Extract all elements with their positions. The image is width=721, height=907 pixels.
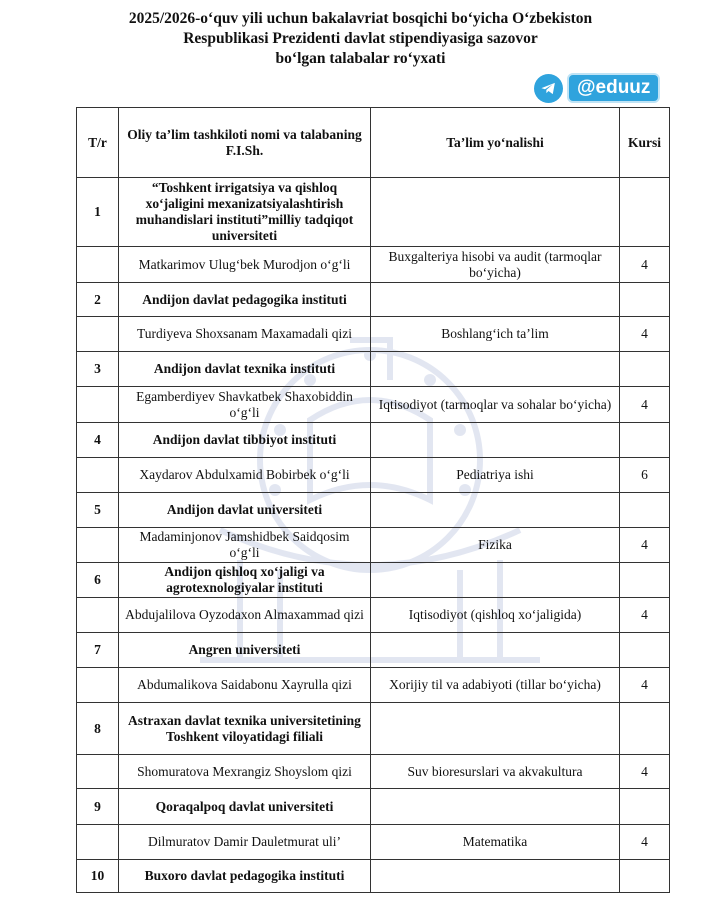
channel-handle: @eduuz [567,73,660,103]
empty-cell [77,247,119,283]
table-row [77,668,670,703]
institution-name: Angren universiteti [119,633,371,668]
student-name: Xaydarov Abdulxamid Bobirbek oʻgʻli [119,458,371,493]
table-row [77,423,670,458]
study-direction: Iqtisodiyot (tarmoqlar va sohalar boʻyicha) [371,387,620,423]
institution-name: Andijon davlat tibbiyot instituti [119,423,371,458]
table-row [77,178,670,247]
study-direction: Boshlangʻich taʼlim [371,317,620,352]
institution-name: Astraxan davlat texnika universitetining Toshkent viloyatidagi filiali [119,703,371,755]
table-row [77,387,670,423]
empty-cell [620,283,670,317]
empty-cell [77,458,119,493]
row-num: 5 [77,493,119,528]
row-num: 4 [77,423,119,458]
empty-cell [620,178,670,247]
empty-cell [371,563,620,598]
table-row [77,755,670,789]
title-line-3: boʻlgan talabalar roʻyxati [275,50,446,67]
study-direction: Buxgalteriya hisobi va audit (tarmoqlar boʻyicha) [371,247,620,283]
empty-cell [371,633,620,668]
telegram-badge[interactable] [534,73,660,103]
course-year: 6 [620,458,670,493]
row-num: 7 [77,633,119,668]
empty-cell [371,860,620,893]
empty-cell [371,178,620,247]
empty-cell [620,352,670,387]
empty-cell [77,598,119,633]
empty-cell [620,493,670,528]
empty-cell [371,352,620,387]
course-year: 4 [620,598,670,633]
empty-cell [620,860,670,893]
institution-name: Qoraqalpoq davlat universiteti [119,789,371,825]
telegram-icon [534,74,563,103]
course-year: 4 [620,668,670,703]
title-line-2: Respublikasi Prezidenti davlat stipendiyasiga sazovor [183,30,538,47]
row-num: 2 [77,283,119,317]
empty-cell [620,703,670,755]
study-direction: Iqtisodiyot (qishloq xoʻjaligida) [371,598,620,633]
row-num: 9 [77,789,119,825]
course-year: 4 [620,825,670,860]
empty-cell [77,528,119,563]
table-row [77,247,670,283]
table-header-row [77,108,670,178]
table-row [77,493,670,528]
institution-name: Andijon qishloq xoʻjaligi va agrotexnologiyalar instituti [119,563,371,598]
institution-name: Andijon davlat universiteti [119,493,371,528]
table-row [77,458,670,493]
table-row [77,563,670,598]
document-title [60,9,661,69]
table-row [77,825,670,860]
empty-cell [620,563,670,598]
header-num: T/r [77,108,119,178]
institution-name: Andijon davlat texnika instituti [119,352,371,387]
table-row [77,789,670,825]
empty-cell [620,789,670,825]
study-direction: Suv bioresurslari va akvakultura [371,755,620,789]
empty-cell [77,825,119,860]
course-year: 4 [620,317,670,352]
header-course: Kursi [620,108,670,178]
header-direction: Taʼlim yoʻnalishi [371,108,620,178]
student-name: Turdiyeva Shoxsanam Maxamadali qizi [119,317,371,352]
student-name: Dilmuratov Damir Dauletmurat uli’ [119,825,371,860]
table-row [77,528,670,563]
empty-cell [371,703,620,755]
study-direction: Fizika [371,528,620,563]
row-num: 8 [77,703,119,755]
empty-cell [77,668,119,703]
table-row [77,860,670,893]
institution-name: Buxoro davlat pedagogika instituti [119,860,371,893]
row-num: 10 [77,860,119,893]
table-row [77,633,670,668]
empty-cell [371,283,620,317]
table-row [77,703,670,755]
empty-cell [371,493,620,528]
course-year: 4 [620,755,670,789]
row-num: 1 [77,178,119,247]
institution-name: Andijon davlat pedagogika instituti [119,283,371,317]
institution-name: “Toshkent irrigatsiya va qishloq xoʻjaligini mexanizatsiyalashtirish muhandislari instituti”milliy tadqiqot universiteti [119,178,371,247]
study-direction: Xorijiy til va adabiyoti (tillar boʻyicha) [371,668,620,703]
student-name: Egamberdiyev Shavkatbek Shaxobiddin oʻgʻli [119,387,371,423]
student-name: Matkarimov Ulugʻbek Murodjon oʻgʻli [119,247,371,283]
empty-cell [371,789,620,825]
empty-cell [77,755,119,789]
row-num: 6 [77,563,119,598]
study-direction: Pediatriya ishi [371,458,620,493]
empty-cell [620,633,670,668]
study-direction: Matematika [371,825,620,860]
course-year: 4 [620,387,670,423]
table-row [77,317,670,352]
table-row [77,352,670,387]
empty-cell [620,423,670,458]
empty-cell [77,387,119,423]
course-year: 4 [620,247,670,283]
empty-cell [77,317,119,352]
student-name: Abdujalilova Oyzodaxon Almaxammad qizi [119,598,371,633]
student-name: Abdumalikova Saidabonu Xayrulla qizi [119,668,371,703]
student-name: Madaminjonov Jamshidbek Saidqosim oʻgʻli [119,528,371,563]
table-row [77,283,670,317]
course-year: 4 [620,528,670,563]
student-name: Shomuratova Mexrangiz Shoyslom qizi [119,755,371,789]
row-num: 3 [77,352,119,387]
scholarship-table [76,107,670,893]
table-row [77,598,670,633]
header-name: Oliy taʼlim tashkiloti nomi va talabaning F.I.Sh. [119,108,371,178]
title-line-1: 2025/2026-oʻquv yili uchun bakalavriat bosqichi boʻyicha Oʻzbekiston [128,10,593,27]
empty-cell [371,423,620,458]
